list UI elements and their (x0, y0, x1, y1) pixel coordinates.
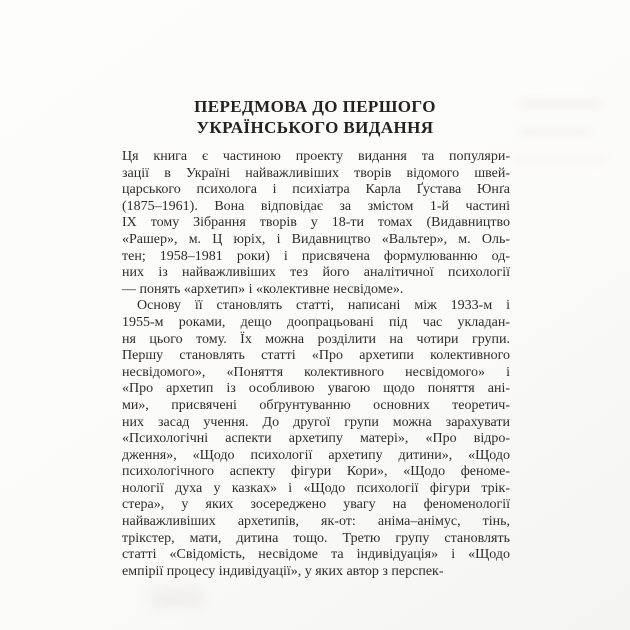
text-line: «Рашер», м. Ц юріх, і Видавництво «Вальтер», м. Оль- (122, 231, 510, 247)
text-line: «Психологічні аспекти архетипу матері», «Про відро- (122, 431, 510, 447)
text-line: Основу її становлять статті, написані між 1933-м і (137, 298, 510, 314)
text-line: царського психолога і психіатра Карла Ґустава Юнґа (122, 182, 510, 198)
body-text (122, 149, 510, 580)
text-line: дження», «Щодо психології архетипу дитини», «Щодо (122, 447, 510, 463)
text-line: несвідомого», «Поняття колективного несвідомого» і (122, 364, 510, 380)
text-line: зації в Україні найважливіших творів відомого швей- (122, 165, 510, 181)
chapter-heading-line-2: УКРАЇНСЬКОГО ВИДАННЯ (196, 118, 434, 137)
text-line: них засад учення. До другої групи можна зарахувати (122, 414, 510, 430)
text-line: Ця книга є частиною проекту видання та популяри- (122, 149, 510, 164)
text-line: IX тому Зібрання творів у 18-ти томах (Видавництво (122, 215, 510, 231)
text-line: психологічного аспекту фігури Кори», «Щодо феноме- (122, 464, 510, 480)
scan-smudge (512, 156, 608, 164)
text-line: нології духа у казках» і «Щодо психології фігури трік- (122, 480, 510, 496)
text-line: емпірії процесу індивідуації», у яких автор з перспек- (122, 563, 444, 579)
text-line: «Про архетип із особливою увагою щодо поняття ані- (122, 381, 510, 397)
text-line: них із найважливіших тез його аналітичної психології (122, 265, 510, 281)
text-line: 1955-м роками, дещо доопрацьовані під час укладан- (122, 314, 510, 330)
text-line: ми», присвячені обґрунтуванню основних теоретич- (122, 397, 510, 413)
chapter-heading (0, 96, 630, 138)
text-line: статті «Свідомість, несвідоме та індивідуація» і «Щодо (122, 547, 510, 563)
text-line: — понять «архетип» і «колективне несвідоме». (122, 281, 404, 297)
text-line: трікстер, мати, дитина тощо. Третю групу становлять (122, 530, 510, 546)
chapter-heading-line-1: ПЕРЕДМОВА ДО ПЕРШОГО (194, 97, 436, 116)
text-line: найважливіших архетипів, як-от: аніма–анімус, тінь, (122, 514, 510, 530)
text-line: (1875–1961). Вона відповідає за змістом 1-й частині (122, 198, 510, 214)
text-line: Першу становлять статті «Про архетипи колективного (122, 348, 510, 364)
text-line: стера», у яких зосереджено увагу на феноменології (122, 497, 510, 513)
text-line: тен; 1958–1981 роки) і присвячена формулюванню од- (122, 248, 510, 264)
text-line: ня цього тому. Їх можна розділити на чотири групи. (122, 331, 510, 347)
scan-smudge (152, 588, 204, 608)
